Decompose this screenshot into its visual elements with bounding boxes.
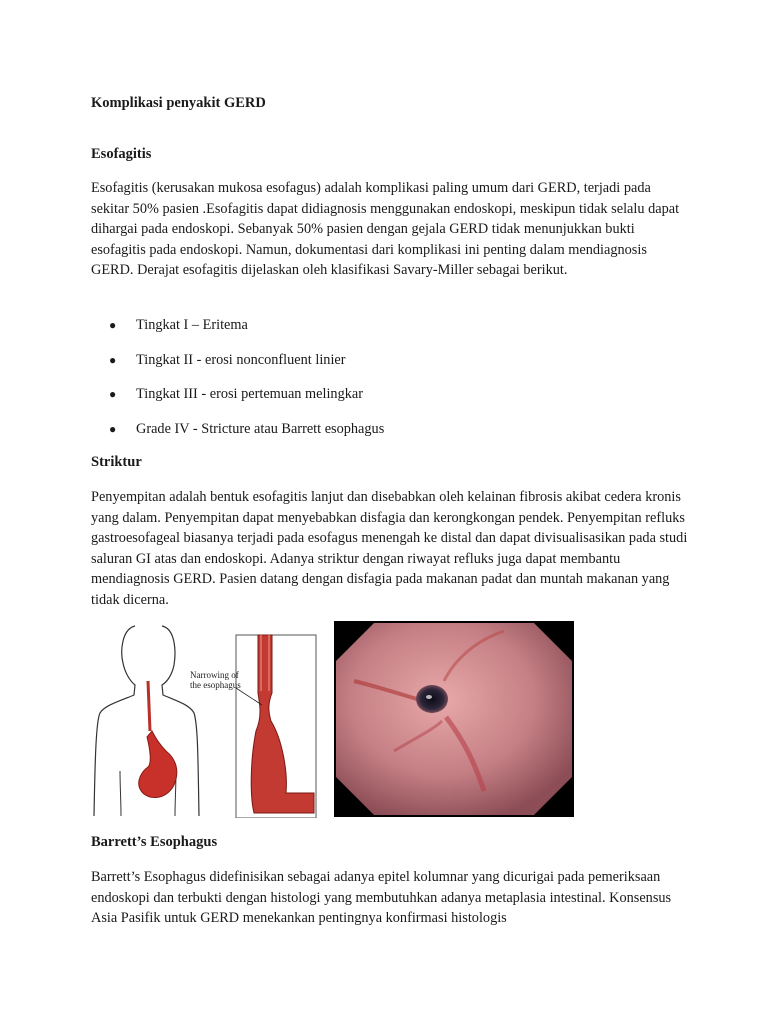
section-heading-barretts: Barrett’s Esophagus: [91, 834, 218, 850]
paragraph-striktur: Penyempitan adalah bentuk esofagitis lanjut dan disebabkan oleh kelainan fibrosis akibat cedera kronis yang dalam. Penyempitan dapat menyebabkan disfagia dan kerongkongan pendek. Penyempitan refluks gastroesofageal biasanya terjadi pada esofagus menengah ke distal dan dapat divisualisasikan pada studi saluran GI atas dan endoskopi. Adanya striktur dengan riwayat refluks juga dapat membantu mendiagnosis GERD. Pasien datang dengan disfagia pada makanan padat dan muntah makanan yang tidak dicerna.: [91, 489, 688, 608]
grade-list: [91, 316, 384, 454]
list-item-text: Tingkat III - erosi pertemuan melingkar: [136, 386, 363, 403]
esophagus-diagram-illustration: [90, 621, 318, 818]
endoscopy-photo-illustration: [334, 621, 574, 817]
list-item: [91, 351, 384, 386]
bullet-icon: ●: [109, 387, 117, 402]
endoscopy-image: [334, 621, 574, 817]
paragraph-esofagitis: Esofagitis (kerusakan mukosa esofagus) adalah komplikasi paling umum dari GERD, terjadi pada sekitar 50% pasien .Esofagitis dapat didiagnosis menggunakan endoskopi, meskipun tidak selalu dapat dihargai pada endoskopi. Sebanyak 50% pasien dengan gejala GERD tidak menunjukkan bukti esofagitis pada endoskopi. Namun, dokumentasi dari komplikasi ini penting dalam mendiagnosis GERD. Derajat esofagitis dijelaskan oleh klasifikasi Savary-Miller sebagai berikut.: [91, 180, 680, 279]
list-item: [91, 316, 384, 351]
section-heading-striktur: Striktur: [91, 454, 142, 470]
list-item-text: Grade IV - Stricture atau Barrett esophagus: [136, 420, 385, 437]
section-heading-esofagitis: Esofagitis: [91, 146, 152, 162]
bullet-icon: ●: [109, 318, 117, 332]
diagram-label-line2: the esophagus: [190, 680, 241, 690]
list-item: [91, 420, 384, 455]
paragraph-barretts: Barrett’s Esophagus didefinisikan sebagai adanya epitel kolumnar yang dicurigai pada pemeriksaan endoskopi dan terbukti dengan histologi yang membutuhkan adanya metaplasia intestinal. Konsensus Asia Pasifik untuk GERD menekankan pentingnya konfirmasi histologis: [91, 869, 672, 927]
esophagus-diagram-image: [90, 621, 318, 818]
list-item: [91, 385, 384, 420]
bullet-icon: ●: [109, 421, 117, 436]
list-item-text: Tingkat II - erosi nonconfluent linier: [136, 351, 346, 368]
document-title: Komplikasi penyakit GERD: [91, 95, 266, 111]
bullet-icon: ●: [109, 352, 117, 367]
diagram-label-line1: Narrowing of: [190, 670, 239, 680]
list-item-text: Tingkat I – Eritema: [136, 317, 248, 333]
